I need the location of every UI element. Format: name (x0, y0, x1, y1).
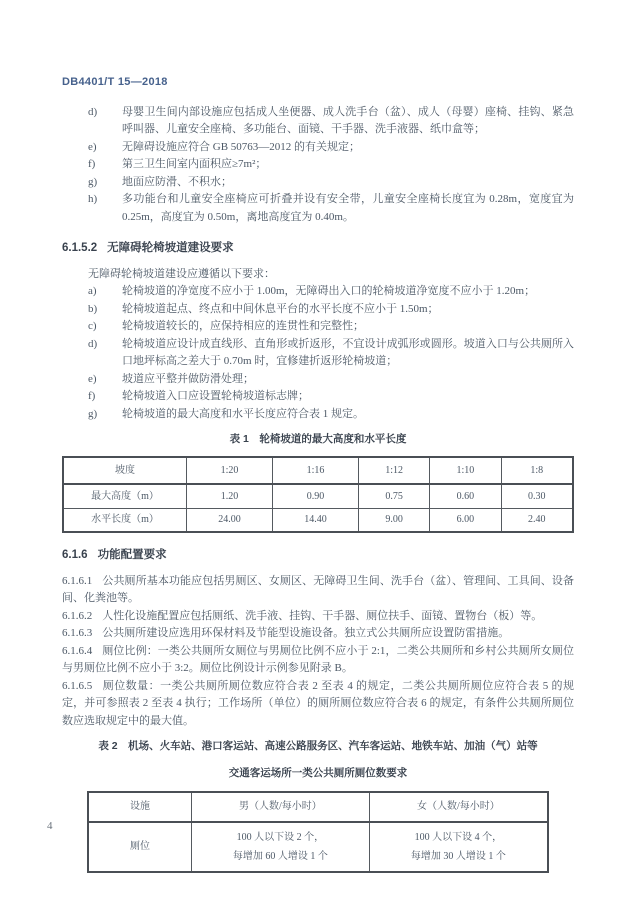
table-cell: 0.75 (359, 484, 430, 508)
section-title: 无障碍轮椅坡道建设要求 (107, 242, 234, 254)
table-cell: 1:20 (187, 457, 273, 485)
table-cell-line: 100 人以下设 2 个， (236, 831, 325, 843)
function-config-paragraphs (62, 573, 574, 731)
list-item-text: 坡道应平整并做防滑处理； (122, 372, 254, 385)
list-item-label: d) (88, 337, 98, 350)
list-item-label: b) (88, 302, 98, 315)
list-item (62, 336, 574, 371)
paragraph-text: 人性化设施配置应包括厕纸、洗手液、挂钩、干手器、厕位扶手、面镜、置物台（板）等。 (102, 609, 543, 622)
list-item (62, 104, 574, 139)
list-item (62, 406, 574, 424)
table-row (63, 508, 573, 532)
section-number: 6.1.6 (62, 549, 88, 561)
list-item-label: g) (88, 175, 98, 188)
list-item-text: 地面应防滑、不积水； (122, 175, 232, 188)
list-item-text: 轮椅坡道的净宽度不应小于 1.00m，无障碍出入口的轮椅坡道净宽度不应小于 1.20m； (122, 285, 536, 297)
table-cell: 1:12 (359, 457, 430, 485)
table-cell: 厕位 (88, 822, 192, 872)
table1-caption: 表 1 轮椅坡道的最大高度和水平长度 (229, 433, 407, 445)
list-item (62, 191, 574, 226)
table-cell-line: 每增加 60 人增设 1 个 (232, 850, 328, 862)
paragraph-text: 公共厕所建设应选用环保材料及节能型设施设备。独立式公共厕所应设置防雷措施。 (102, 627, 510, 639)
list-item-label: e) (88, 140, 97, 153)
paragraph (62, 643, 574, 678)
list-item-text: 轮椅坡道应设计成直线形、直角形或折返形，不宜设计成弧形或圆形。坡道入口与公共厕所入口地坪标高之差大于 0.70m 时，宜修建折返形轮椅坡道； (122, 337, 574, 367)
list-item (62, 318, 574, 336)
table-cell-line: 100 人以下设 4 个， (414, 831, 503, 843)
table-cell: 水平长度（m） (63, 508, 187, 532)
list-item-text: 轮椅坡道较长的，应保持相应的连贯性和完整性； (122, 320, 364, 332)
list-item-text: 轮椅坡道入口应设置轮椅坡道标志牌； (122, 390, 309, 402)
page-number: 4 (47, 820, 53, 832)
list-item (62, 388, 574, 406)
ramp-requirements-list (62, 283, 574, 423)
table-cell: 1:10 (430, 457, 501, 485)
paragraph (62, 573, 574, 608)
standard-number-header: DB4401/T 15—2018 (62, 76, 168, 88)
table-cell: 6.00 (430, 508, 501, 532)
table-cell: 坡度 (63, 457, 187, 485)
list-item-label: e) (88, 372, 97, 385)
table-transport-toilet-stall-counts (87, 791, 549, 873)
table-row (88, 822, 548, 872)
table-header-cell: 设施 (88, 792, 192, 822)
facility-requirements-list (62, 104, 574, 227)
table-cell: 14.40 (273, 508, 359, 532)
table-cell: 1.20 (187, 484, 273, 508)
table-cell-line: 每增加 30 人增设 1 个 (410, 850, 506, 862)
paragraph-text: 公共厕所基本功能应包括男厕区、女厕区、无障碍卫生间、洗手台（盆）、管理间、工具间、设备间、化粪池等。 (62, 574, 574, 604)
table2-caption-line2: 交通客运场所一类公共厕所厕位数要求 (228, 766, 408, 779)
section-title: 功能配置要求 (97, 549, 167, 561)
table-header-cell: 女（人数/每小时） (369, 792, 548, 822)
table-header-row (88, 792, 548, 822)
list-item-label: c) (88, 320, 97, 332)
list-item (62, 139, 574, 157)
paragraph (62, 678, 574, 731)
list-item-text: 轮椅坡道起点、终点和中间休息平台的水平长度不应小于 1.50m； (122, 302, 439, 315)
paragraph-text: 厕位数量：一类公共厕所厕位数应符合表 2 至表 4 的规定，二类公共厕所厕位应符合表 5 的规定，并可参照表 2 至表 4 执行；工作场所（单位）的厕所厕位数应符合表 6 的规定，有条件公共厕所厕位数应选取规定中的最大值。 (62, 679, 574, 727)
table-header-cell: 男（人数/每小时） (192, 792, 370, 822)
section-heading-function (62, 547, 574, 565)
list-item-label: f) (88, 390, 96, 402)
list-item (62, 283, 574, 301)
list-item-label: a) (88, 285, 97, 297)
list-item-label: g) (88, 407, 98, 420)
table-cell: 24.00 (187, 508, 273, 532)
table-cell: 1:16 (273, 457, 359, 485)
paragraph-text: 厕位比例：一类公共厕所女厕位与男厕位比例不应小于 2:1，二类公共厕所和乡村公共厕所女厕位与男厕位比例不应小于 3:2。厕位比例设计示例参见附录 B。 (62, 644, 574, 674)
table-cell (192, 822, 370, 872)
paragraph-number: 6.1.6.5 (62, 679, 93, 692)
list-item (62, 156, 574, 174)
list-item-label: h) (88, 193, 98, 205)
list-item-text: 第三卫生间室内面积应≥7m²； (122, 158, 267, 170)
table-cell: 1:8 (501, 457, 573, 485)
list-item (62, 174, 574, 192)
paragraph-number: 6.1.6.2 (62, 609, 93, 622)
list-item-text: 轮椅坡道的最大高度和水平长度应符合表 1 规定。 (122, 407, 364, 420)
paragraph-number: 6.1.6.1 (62, 574, 93, 587)
table-cell: 9.00 (359, 508, 430, 532)
table-cell: 最大高度（m） (63, 484, 187, 508)
list-item-text: 无障碍设施应符合 GB 50763—2012 的有关规定； (122, 140, 361, 153)
table-cell: 0.60 (430, 484, 501, 508)
table-cell: 0.30 (501, 484, 573, 508)
paragraph (62, 625, 574, 643)
list-item-label: f) (88, 158, 96, 170)
section-heading-ramp (62, 240, 574, 258)
table-cell: 0.90 (273, 484, 359, 508)
list-item-text: 多功能台和儿童安全座椅应可折叠并设有安全带，儿童安全座椅长度宜为 0.28m，宽度宜为 0.25m，高度宜为 0.50m，离地高度宜为 0.40m。 (122, 193, 574, 223)
table-cell: 2.40 (501, 508, 573, 532)
list-item (62, 371, 574, 389)
paragraph-number: 6.1.6.3 (62, 627, 93, 639)
paragraph (62, 608, 574, 626)
list-item-label: d) (88, 105, 98, 118)
paragraph-number: 6.1.6.4 (62, 644, 93, 657)
table-cell (369, 822, 548, 872)
table-row (63, 484, 573, 508)
list-item-text: 母婴卫生间内部设施应包括成人坐便器、成人洗手台（盆）、成人（母婴）座椅、挂钩、紧急呼叫器、儿童安全座椅、多功能台、面镜、干手器、洗手液器、纸巾盒等； (122, 105, 574, 135)
table-ramp-max-height-length (62, 456, 574, 534)
table2-caption-line1: 表 2 机场、火车站、港口客运站、高速公路服务区、汽车客运站、地铁车站、加油（气）站等 (98, 740, 538, 752)
table-row (63, 457, 573, 485)
ramp-intro-paragraph: 无障碍轮椅坡道建设应遵循以下要求： (88, 267, 275, 280)
list-item (62, 301, 574, 319)
section-number: 6.1.5.2 (62, 242, 98, 254)
